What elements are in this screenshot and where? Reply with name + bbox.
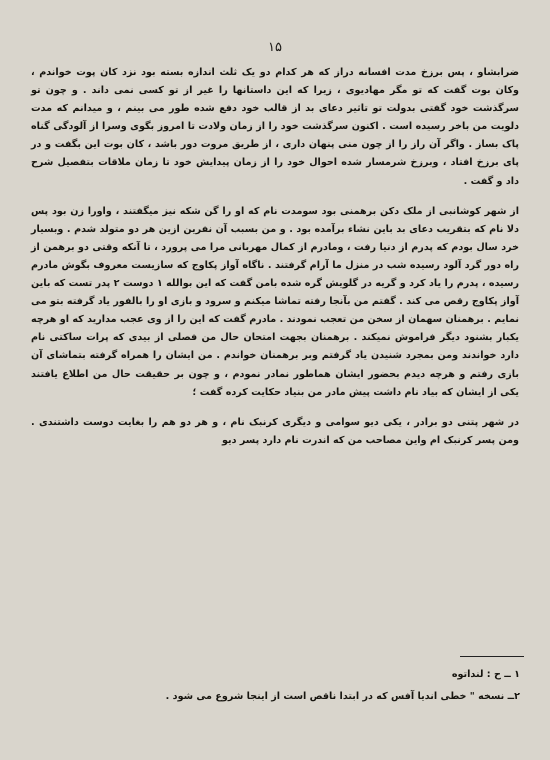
page-body xyxy=(31,64,519,462)
footnote-2: ۲ــ نسخه " خطی اندیا آفس که در ابتدا ناقص است از اینجا شروع می شود . xyxy=(165,691,520,702)
paragraph-3: در شهر پتنی دو برادر ، یکی دیو سوامی و دیگری کرنبک نام ، و هر دو هم را بغایت دوست داشتندی . ومن پسر کرنبک ام واین مصاحب من که اندرت نام دارد پسر دیو xyxy=(31,416,519,446)
footnotes xyxy=(32,664,520,708)
paragraph-1: ضرابشاو ، پس برزخ مدت افسانه دراز که هر کدام دو یک ثلث اندازه بسته بود نزد کان پوت خواندم ، وکان بوت گفت که تو مگر مهادیوی ، زیرا که این داستانها را غیر از تو کسی نمی داند . و چون تو سرگذشت خود گفتی بدولت تو تاثیر دعای بد از قالب خود دفع شده طور می بینم ، و میدانم که مدت دلویت من باخر رسیده است . اکنون سرگذشت خود را از زمان ولادت تا امروز بگوی وسرا از آلودگی گناه پاک بساز . واگر آن راز را از چون منی پنهان داری ، از طریق مروت دور باشد ، کان بوت این بگفت و در پای برزخ افتاد ، وبرزخ شرمسار شده احوال خود را از زمان پیدایش خود تا زمان ملاقات بتفصیل شرح داد و گفت . xyxy=(31,67,519,187)
footnote-divider xyxy=(460,656,524,657)
paragraph-2: از شهر کوشانبی از ملک دکن برهمنی بود سومدت نام که او را گن شکه نیز میگفتند ، واورا زن بود پس دلا نام که بتقریب دعای بد باین نشاء برآمده بود . و من بسبب آن نفرین ازین هر دو متولد شدم . وبسیار خرد سال بودم که پدرم از دنیا رفت ، ومادرم از کمال مهربانی مرا می پرورد ، تا آنکه وقتی دو برهمن از راه دور گرد آلود رسیده شب در منزل ما آرام گرفتند . ناگاه آواز پکاوج که سازیست معروف بگوش مادرم رسیده ، پدرم را یاد کرد و گریه در گلویش گره شده بامن گفت که این بوالله ۱ دوست ۲ پدر تست که باین آواز پکاوج رقص می کند . گفتم من بآنجا رفته تماشا میکنم و سرود و بازی او را بالفور یاد گرفته بتو می نمایم . برهمنان سهمان از سخن من تعجب نمودند . مادرم گفت که این را از وی عجب مدارید که او هرچه یکبار بشنود دیگر فراموش نمیکند . برهمنان بجهت امتحان حال من فصلی از بیدی که پرات ساکتی نام دارد خواندند ومن بمجرد شنیدن یاد گرفتم وبر برهمنان خواندم . من ایشان را همراه گرفته بتماشای آن بازی رفتم و هرچه دیدم بحضور ایشان هماطور نمادر نمودم ، و چون بر حقیقت حال من اطلاع یافتند یکی از ایشان که بیاد نام داشت پیش مادر من بنیاد حکایت کرده گفت ؛ xyxy=(31,205,519,398)
footnote-1: ۱ ــ ح : لنداتوه xyxy=(451,669,520,680)
page-number: ۱۵ xyxy=(268,40,282,55)
